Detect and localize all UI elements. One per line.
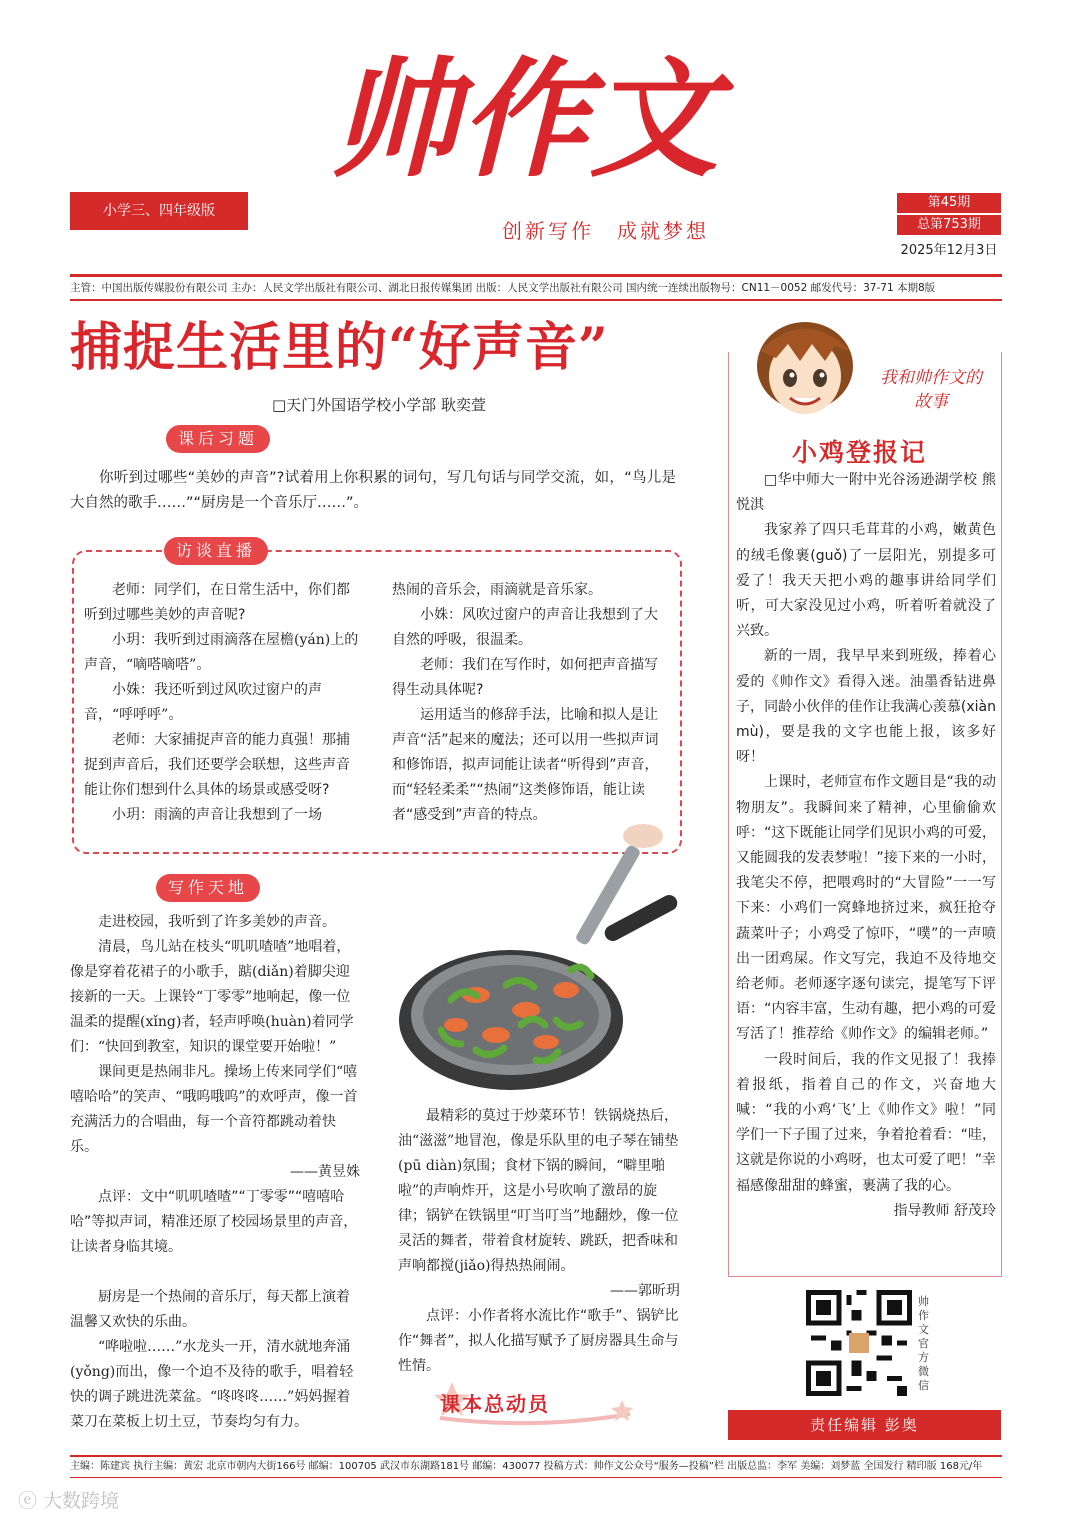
- sidebar-byline: □华中师大一附中光谷汤逊湖学校 熊悦淇: [736, 472, 996, 514]
- writing-paragraph: 厨房是一个热闹的音乐厅，每天都上演着温馨又欢快的乐曲。: [70, 1289, 350, 1330]
- interview-line: 运用适当的修辞手法，比喻和拟人是让声音“活”起来的魔法；还可以用一些拟声词和修饰语，拟声词能让读者“听得到”声音，而“轻轻柔柔”“热闹”这类修饰语，能让读者“感受到”声音的特点。: [392, 707, 659, 823]
- issue-number: 第45期: [897, 193, 1001, 213]
- section-homework: 课后习题: [166, 425, 270, 453]
- sidebar-body: [736, 468, 996, 1224]
- sidebar-paragraph: 上课时，老师宣布作文题目是“我的动物朋友”。我瞬间来了精神，心里偷偷欢呼：“这下既能让同学们见识小鸡的可爱，又能圆我的发表梦啦！”接下来的一小时，我笔尖不停，把喂鸡时的“大冒险”一一写下来：小鸡们一窝蜂地挤过来，疯狂抢夺蔬菜叶子；小鸡受了惊吓，“噗”的一声喷出一团鸡屎。作文写完，我迫不及待地交给老师。老师逐字逐句读完，提笔写下评语：“内容丰富，生动有趣，把小鸡的可爱写活了！推荐给《帅作文》的编辑老师。”: [736, 774, 996, 1043]
- section-writing: 写作天地: [156, 874, 260, 902]
- grade-badge: 小学三、四年级版: [70, 192, 248, 230]
- interview-line: 热闹的音乐会，雨滴就是音乐家。: [392, 582, 602, 598]
- sidebar-title: 小鸡登报记: [792, 438, 928, 467]
- interview-right-column: [392, 578, 664, 828]
- writing-right-column: [398, 1104, 680, 1379]
- writing-paragraph: “哗啦啦……”水龙头一开，清水就地奔涌(yǒng)而出，像一个迫不及待的歌手，唱着轻快的调子跳进洗菜盆。“咚咚咚……”妈妈握着菜刀在菜板上切土豆，节奏均匀有力。: [70, 1339, 354, 1430]
- author-signature: ——郭昕玥: [610, 1283, 680, 1299]
- interview-left-column: [84, 578, 362, 828]
- sidebar-paragraph: 新的一周，我早早来到班级，捧着心爱的《帅作文》看得入迷。油墨香钻进鼻子，同龄小伙伴的佳作让我满心羡慕(xiàn mù)，要是我的文字也能上报，该多好呀！: [736, 648, 996, 766]
- issue-date: 2025年12月3日: [900, 243, 998, 258]
- stir-fry-pan-illustration: [396, 820, 696, 1100]
- article-headline: 捕捉生活里的“好声音”: [70, 317, 609, 378]
- sidebar-header: 我和帅作文的故事: [880, 368, 982, 412]
- responsible-editor: 责任编辑 彭奥: [728, 1410, 1001, 1440]
- interview-line: 小姝：我还听到过风吹过窗户的声音，“呼呼呼”。: [84, 682, 322, 723]
- masthead-title: 帅作文: [330, 45, 721, 195]
- masthead-logo: [330, 40, 760, 225]
- sidebar-teacher: 指导教师 舒茂玲: [893, 1202, 996, 1219]
- issue-info: [897, 193, 1001, 258]
- boy-avatar-icon: [740, 306, 870, 426]
- slogan: 创新写作 成就梦想: [502, 219, 709, 243]
- writing-left-column: [70, 910, 360, 1435]
- writing-comment: 点评：小作者将水流比作“歌手”、锅铲比作“舞者”，拟人化描写赋予了厨房器具生命与性情。: [398, 1308, 679, 1374]
- interview-line: 老师：同学们，在日常生活中，你们都听到过哪些美妙的声音呢?: [84, 582, 350, 623]
- interview-line: 小玥：我听到过雨滴落在屋檐(yán)上的声音，“嘀嗒嘀嗒”。: [84, 632, 359, 673]
- section-interview: 访谈直播: [164, 537, 268, 565]
- sidebar-paragraph: 我家养了四只毛茸茸的小鸡，嫩黄色的绒毛像裹(guǒ)了一层阳光，别提多可爱了！我天天把小鸡的趣事讲给同学们听，可大家没见过小鸡，听着听着就没了兴致。: [736, 522, 996, 640]
- interview-line: 老师：我们在写作时，如何把声音描写得生动具体呢?: [392, 657, 658, 698]
- footer-line: 主编：陈建宾 执行主编：黄宏 北京市朝内大街166号 邮编：100705 武汉市东湖路181号 邮编：430077 投稿方式：帅作文公众号“服务—投稿”栏 出版总监：李军 美编：刘梦蓝 全国发行 精印版 168元/年: [70, 1455, 1002, 1478]
- writing-paragraph: 走进校园，我听到了许多美妙的声音。: [98, 914, 336, 930]
- homework-paragraph: 你听到过哪些“美妙的声音”?试着用上你积累的词句，写几句话与同学交流，如，“鸟儿是大自然的歌手……”“厨房是一个音乐厅……”。: [70, 470, 676, 511]
- watermark-logo-icon: ⓔ: [18, 1490, 44, 1512]
- qr-caption: 帅作文官方微信: [918, 1295, 929, 1392]
- watermark: [18, 1486, 119, 1513]
- total-issue: 总第753期: [897, 215, 1001, 235]
- sidebar-paragraph: 一段时间后，我的作文见报了！我捧着报纸，指着自己的作文，兴奋地大喊：“我的小鸡‘飞’上《帅作文》啦！”同学们一下子围了过来，争着抢着看：“哇，这就是你说的小鸡呀，也太可爱了吧！”幸福感像甜甜的蜂蜜，裹满了我的心。: [736, 1051, 996, 1194]
- interview-line: 小玥：雨滴的声音让我想到了一场: [112, 807, 322, 823]
- writing-paragraph: 课间更是热闹非凡。操场上传来同学们“嘻嘻哈哈”的笑声、“哦呜哦呜”的欢呼声，像一首充满活力的合唱曲，每一个音符都跳动着快乐。: [70, 1064, 358, 1155]
- interview-line: 老师：大家捕捉声音的能力真强！那捕捉到声音后，我们还要学会联想，这些声音能让你们想到什么具体的场景或感受呀?: [84, 732, 350, 798]
- homework-text: [70, 466, 676, 516]
- watermark-text: 大数跨境: [43, 1490, 120, 1512]
- publisher-line: 主管：中国出版传媒股份有限公司 主办：人民文学出版社有限公司、湖北日报传媒集团 出版：人民文学出版社有限公司 国内统一连续出版物号：CN11－0052 邮发代号：37-71 本期8版: [70, 274, 1002, 301]
- qr-code-icon: [806, 1290, 912, 1396]
- writing-paragraph: 清晨，鸟儿站在枝头“叽叽喳喳”地唱着，像是穿着花裙子的小歌手，踮(diǎn)着脚尖迎接新的一天。上课铃“丁零零”地响起，像一位温柔的提醒(xǐng)者，轻声呼唤(huàn)着同学们：“快回到教室，知识的课堂要开始啦！”: [70, 939, 354, 1055]
- author-signature: ——黄昱姝: [290, 1164, 360, 1180]
- interview-line: 小姝：风吹过窗户的声音让我想到了大自然的呼吸，很温柔。: [392, 607, 658, 648]
- section-textbook: 课本总动员: [440, 1392, 550, 1416]
- writing-paragraph: 最精彩的莫过于炒菜环节！铁锅烧热后，油“滋滋”地冒泡，像是乐队里的电子琴在铺垫(pū diàn)氛围；食材下锅的瞬间，“噼里啪啦”的声响炸开，这是小号吹响了激昂的旋律；锅铲在铁锅里“叮当叮当”地翻炒，像一位灵活的舞者，带着食材旋转、跳跃，把香味和声响都搅(jiǎo)得热热闹闹。: [398, 1108, 679, 1274]
- article-byline: □天门外国语学校小学部 耿奕萱: [272, 396, 486, 414]
- writing-comment: 点评：文中“叽叽喳喳”“丁零零”“嘻嘻哈哈”等拟声词，精准还原了校园场景里的声音，让读者身临其境。: [70, 1189, 358, 1255]
